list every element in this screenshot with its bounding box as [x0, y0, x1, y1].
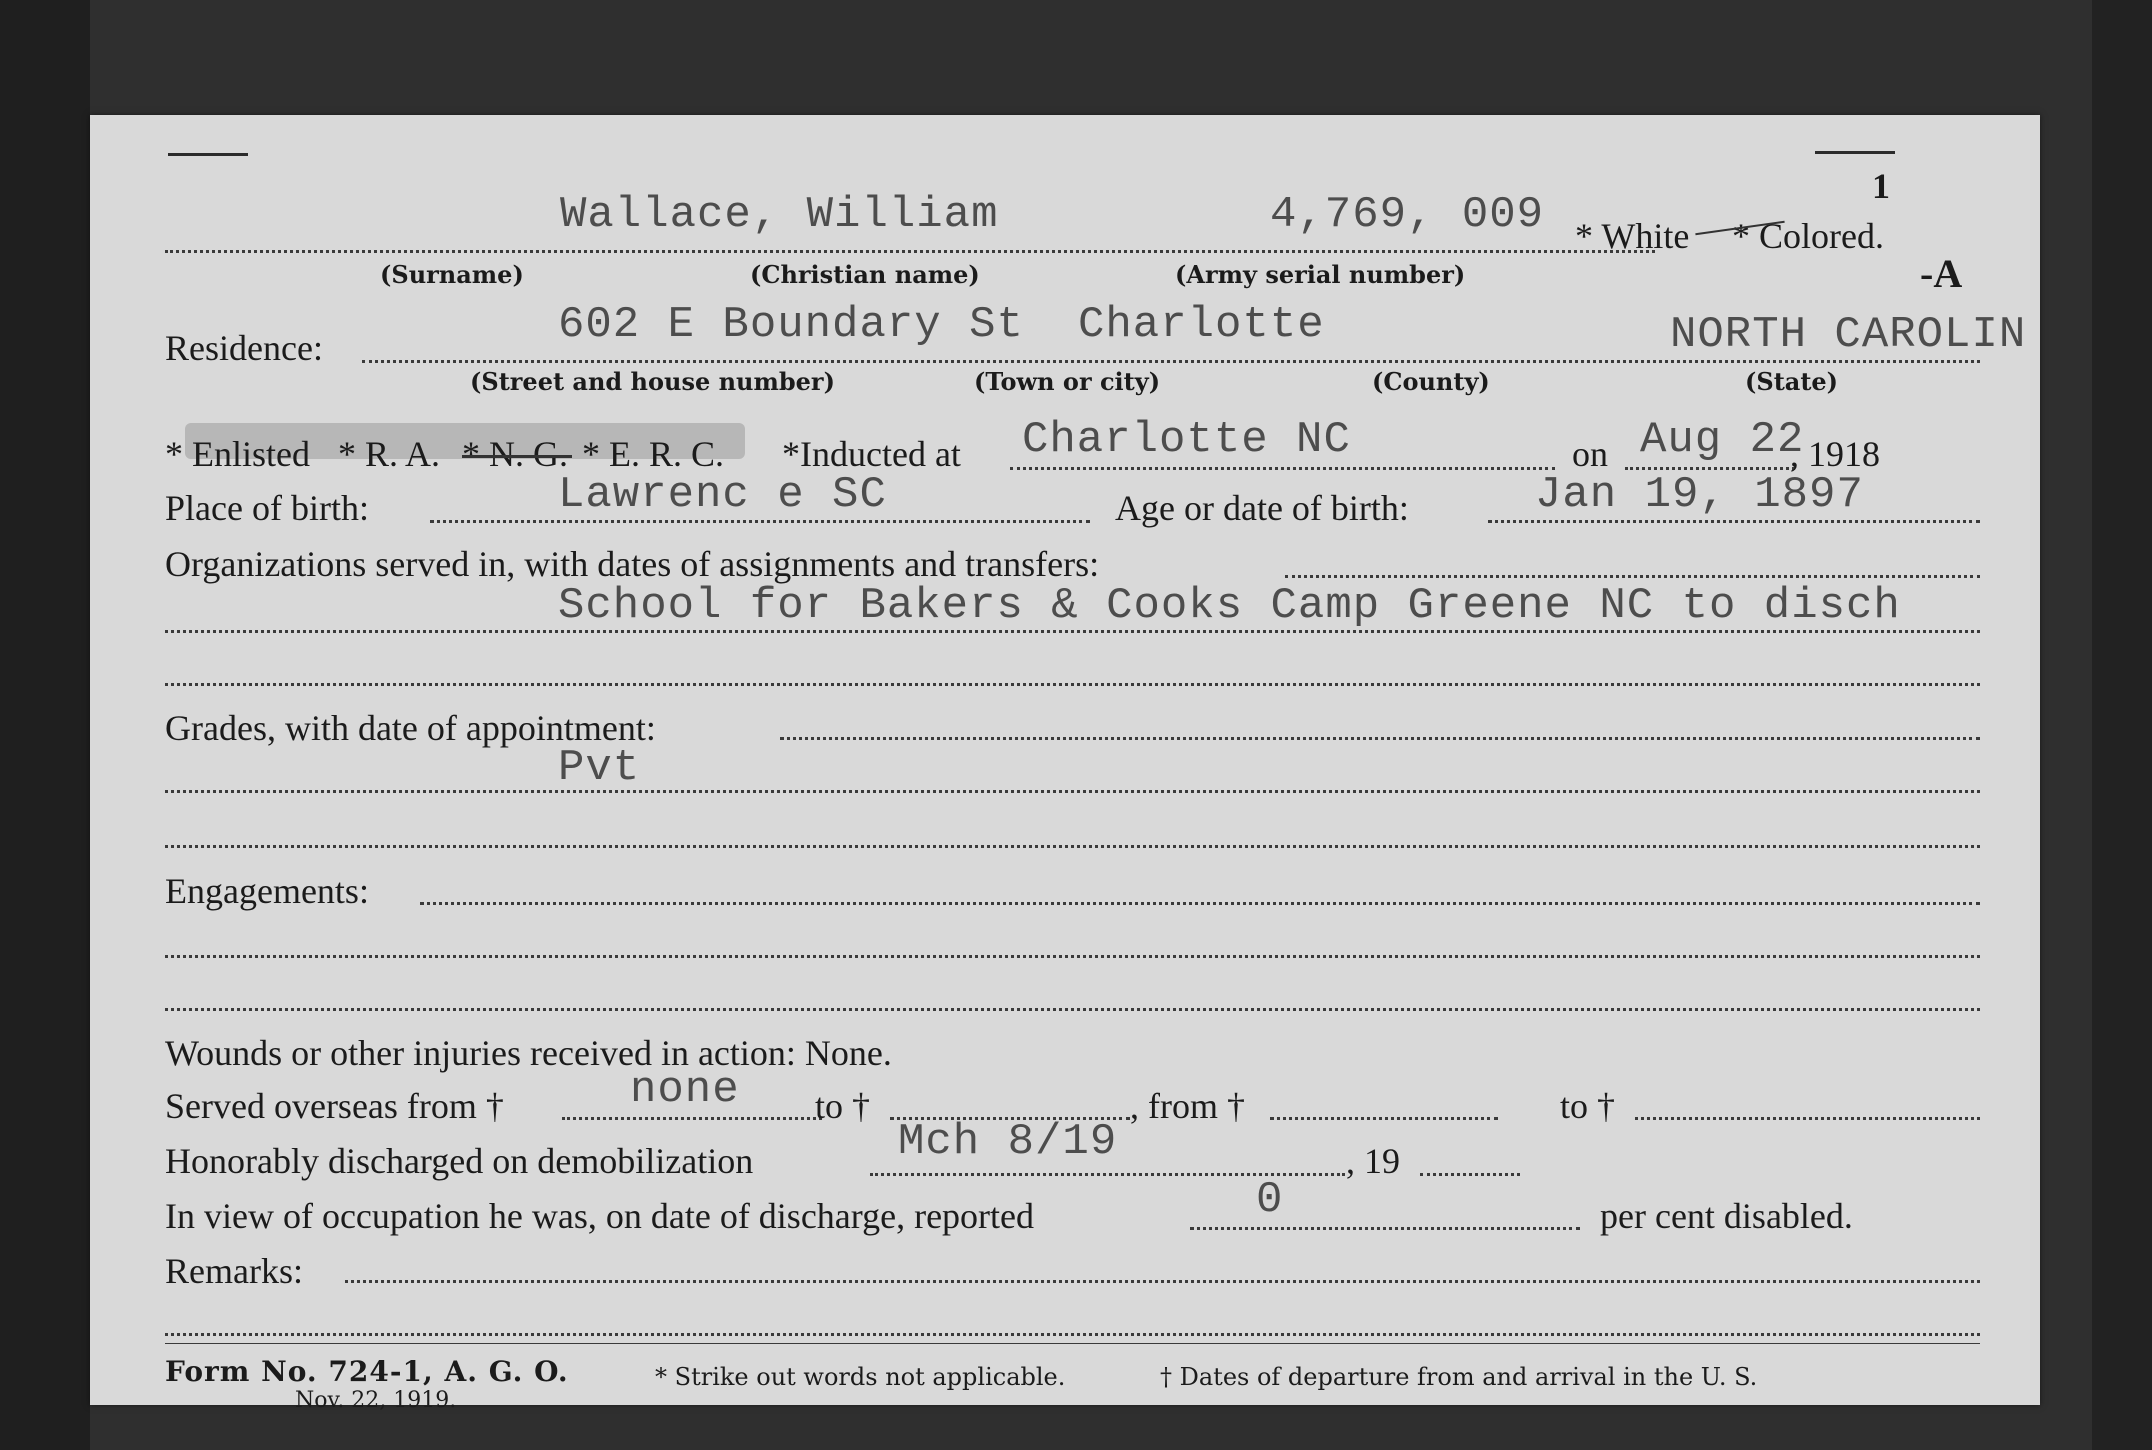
inducted-place: Charlotte NC [1022, 415, 1351, 465]
inducted-label: *Inducted at [782, 434, 961, 474]
enlisted-option: * Enlisted [165, 434, 310, 474]
overseas-from2-label: , from † [1130, 1086, 1245, 1126]
name-line [165, 250, 1655, 253]
service-record-card [90, 115, 2040, 1413]
inducted-line [1010, 467, 1555, 470]
name-value: Wallace, William [560, 190, 999, 240]
discharge-year-label: , 19 [1346, 1141, 1400, 1181]
grades-label: Grades, with date of appointment: [165, 708, 656, 748]
serial-caption: (Army serial number) [1175, 260, 1466, 289]
erc-option: * E. R. C. [582, 434, 725, 474]
discharge-year-line [1420, 1173, 1520, 1176]
serial-value: 4,769, 009 [1270, 190, 1545, 240]
state-caption: (State) [1745, 367, 1839, 396]
remarks-line-0 [345, 1280, 1980, 1283]
race-white: * White [1575, 216, 1690, 256]
overseas-from2-line [1270, 1117, 1498, 1120]
top-right-rule [1815, 151, 1895, 154]
top-left-rule [168, 153, 248, 156]
wounds-text: Wounds or other injuries received in action: None. [165, 1033, 892, 1073]
residence-line [362, 360, 1980, 363]
overseas-from-line [562, 1117, 822, 1120]
scan-background-right [2092, 0, 2152, 1450]
overseas-to2-line [1635, 1117, 1980, 1120]
engagements-line-0 [420, 902, 1980, 905]
residence-label: Residence: [165, 328, 323, 368]
grades-line-2 [165, 845, 1980, 848]
disability-line [1190, 1227, 1580, 1230]
place-of-birth-value: Lawrenc e SC [558, 470, 887, 520]
disability-suffix: per cent disabled. [1600, 1196, 1853, 1236]
engagements-label: Engagements: [165, 871, 369, 911]
ng-option: * N. G. [462, 434, 568, 474]
remarks-line-1 [165, 1333, 1980, 1336]
disability-label: In view of occupation he was, on date of discharge, reported [165, 1196, 1035, 1236]
race-colored: * Colored. [1732, 216, 1884, 256]
place-of-birth-line [430, 520, 1090, 523]
scan-background-left [0, 0, 90, 1450]
remarks-label: Remarks: [165, 1251, 303, 1291]
discharge-label: Honorably discharged on demobilization [165, 1141, 754, 1181]
organizations-label: Organizations served in, with dates of assignments and transfers: [165, 544, 1100, 584]
place-of-birth-label: Place of birth: [165, 488, 369, 528]
overseas-from-label: Served overseas from † [165, 1086, 504, 1126]
card-number: 1 [1872, 166, 1890, 206]
inducted-on-label: on [1572, 434, 1608, 474]
overseas-from-value: none [630, 1065, 740, 1115]
residence-state: NORTH CAROLIN [1670, 310, 2027, 360]
engagements-line-1 [165, 955, 1980, 958]
remarks-line-2 [165, 1343, 1980, 1344]
residence-street: 602 E Boundary St [558, 300, 1024, 350]
discharge-date: Mch 8/19 [898, 1117, 1118, 1167]
grades-value: Pvt [558, 743, 641, 793]
street-caption: (Street and house number) [470, 367, 835, 396]
dates-note: † Dates of departure from and arrival in the U. S. [1160, 1363, 1758, 1391]
engagements-line-2 [165, 1008, 1980, 1011]
age-label: Age or date of birth: [1115, 488, 1409, 528]
organizations-line-2 [165, 683, 1980, 686]
birth-date-line [1488, 520, 1980, 523]
inducted-year: , 1918 [1790, 434, 1880, 474]
county-caption: (County) [1372, 367, 1490, 396]
surname-caption: (Surname) [380, 260, 524, 289]
organizations-line-1-value: School for Bakers & Cooks Camp Greene NC to disch [558, 581, 1901, 631]
residence-city: Charlotte [1078, 300, 1325, 350]
ra-option: * R. A. [338, 434, 441, 474]
form-date: Nov. 22, 1919. [295, 1388, 457, 1413]
inducted-date: Aug 22 [1640, 415, 1805, 465]
city-caption: (Town or city) [974, 367, 1161, 396]
organizations-line-0 [1285, 575, 1980, 578]
christian-name-caption: (Christian name) [750, 260, 980, 289]
overseas-to2-label: to † [1560, 1086, 1616, 1126]
grades-line-1 [165, 790, 1980, 793]
organizations-line-1 [165, 630, 1980, 633]
ng-strike [462, 455, 572, 458]
strike-note: * Strike out words not applicable. [655, 1363, 1066, 1391]
corner-mark: -A [1920, 251, 1963, 296]
birth-date-value: Jan 19, 1897 [1535, 470, 1864, 520]
overseas-to-label: to † [815, 1086, 871, 1126]
disability-value: 0 [1256, 1175, 1284, 1225]
grades-line-0 [780, 737, 1980, 740]
form-number: Form No. 724-1, A. G. O. [165, 1355, 569, 1388]
